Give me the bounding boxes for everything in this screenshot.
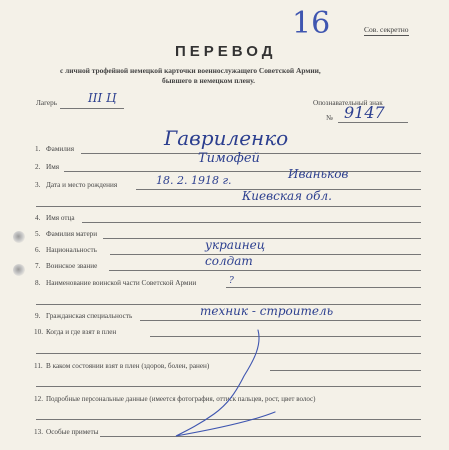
field-2-value: Тимофей [198,151,260,166]
punch-hole-bottom [13,264,25,276]
field-9-num: 9. [35,312,41,320]
field-12-label: Подробные персональные данные (имеется фотография, оттиск пальцев, рост, цвет волос) [46,395,316,403]
field-9-label: Гражданская специальность [46,312,133,320]
field-9-value: техник - строитель [200,304,334,318]
field-4-num: 4. [35,214,41,222]
field-10-label: Когда и где взят в плен [46,328,117,336]
field-7-num: 7. [35,262,41,270]
field-4-label: Имя отца [46,214,75,222]
field-6-num: 6. [35,246,41,254]
field-1-num: 1. [35,145,41,153]
field-3-num: 3. [35,181,41,189]
field-3-region: Киевская обл. [242,189,332,203]
punch-hole-top [13,231,25,243]
camp-label: Лагерь [36,99,57,107]
field-6-label: Национальность [46,246,97,254]
field-5-num: 5. [35,230,41,238]
field-11-num: 11. [34,362,43,370]
field-12-num: 12. [34,395,43,403]
ident-no-label: № [326,114,333,122]
field-11-label: В каком состоянии взят в плен (здоров, болен, ранен) [46,362,210,370]
field-7-value: солдат [205,254,253,268]
field-3-place: Иваньков [288,167,349,181]
field-3-label: Дата и место рождения [46,181,118,189]
field-10-num: 10. [34,328,43,336]
handwritten-number: 16 [292,6,331,41]
field-8-num: 8. [35,279,41,287]
field-13-label: Особые приметы [46,428,99,436]
field-2-num: 2. [35,163,41,171]
field-5-label: Фамилия матери [46,230,98,238]
camp-value: III Ц [88,91,117,105]
field-7-label: Воинское звание [46,262,98,270]
field-13-num: 13. [34,428,43,436]
subtitle-line-1: с личной трофейной немецкой карточки военнослужащего Советской Армии, [60,66,321,75]
page-title: ПЕРЕВОД [175,43,277,60]
field-1-value: Гавриленко [164,126,289,150]
classification-mark: Сов. секретно [364,25,409,34]
field-6-value: украинец [205,238,266,252]
field-1-label: Фамилия [46,145,75,153]
subtitle-line-2: бывшего в немецком плену. [162,76,255,85]
field-2-label: Имя [46,163,60,171]
field-3-date: 18. 2. 1918 г. [156,174,232,187]
field-8-label: Наименование воинской части Советской Армии [46,279,197,287]
field-8-value: ? [229,276,234,286]
ident-label: Опознавательный знак [313,99,383,107]
ident-value: 9147 [344,103,385,122]
